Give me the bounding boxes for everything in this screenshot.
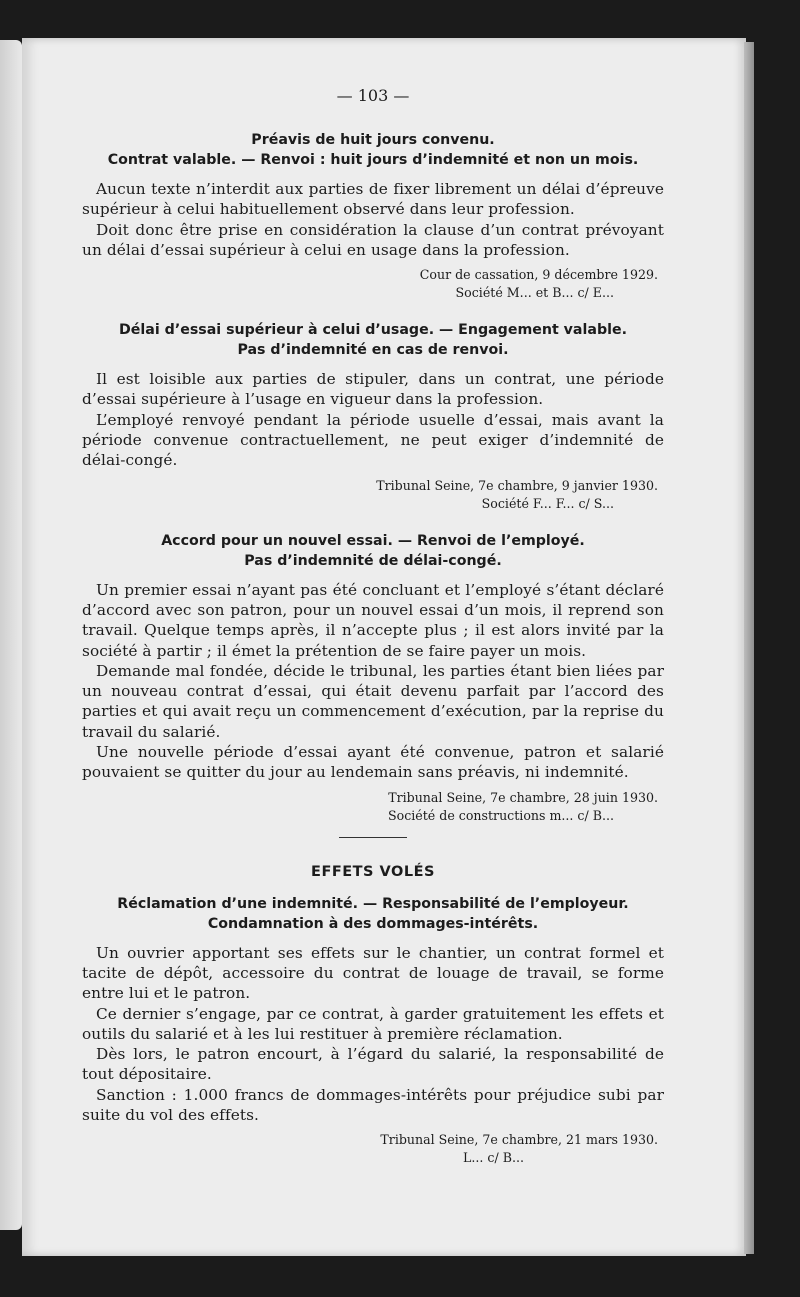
heading-line: Contrat valable. — Renvoi : huit jours d’indemnité et non un mois.	[107, 152, 639, 168]
section-heading	[82, 531, 664, 571]
citation-line: Tribunal Seine, 7e chambre, 21 mars 1930.	[380, 1132, 658, 1148]
citation-line: Société M... et B... c/ E...	[455, 285, 614, 301]
heading-line: Délai d’essai supérieur à celui d’usage. — Engagement valable.	[119, 322, 627, 339]
paragraph: Une nouvelle période d’essai ayant été convenue, patron et salarié pouvaient se quitter du jour au lendemain sans préavis, ni indemnité.	[82, 743, 664, 782]
citation-line: Société F... F... c/ S...	[481, 495, 614, 511]
page-number: — 103 —	[336, 86, 410, 105]
citation-line: L... c/ B...	[463, 1150, 524, 1166]
citation-line: Tribunal Seine, 7e chambre, 9 janvier 1930.	[376, 477, 658, 493]
section-heading	[82, 320, 664, 360]
heading-line: Pas d’indemnité de délai-congé.	[244, 552, 502, 569]
heading-line: Préavis de huit jours convenu.	[251, 132, 495, 148]
section-title: EFFETS VOLÉS	[311, 863, 435, 880]
page-thickness-edge	[744, 42, 754, 1254]
paragraph: Dès lors, le patron encourt, à l’égard du salarié, la responsabilité de tout dépositaire.	[82, 1045, 664, 1084]
paragraph: Un premier essai n’ayant pas été concluant et l’employé s’étant déclaré d’accord avec son patron, pour un nouvel essai d’un mois, il reprend son travail. Quelque temps après, il n’accepte plus ; il est alors invité par la société à partir ; il émet la prétention de se faire payer un mois.	[82, 580, 664, 660]
previous-page-edge	[0, 40, 22, 1230]
paragraph: Ce dernier s’engage, par ce contrat, à garder gratuitement les effets et outils du salarié et à les lui restituer à première réclamation.	[82, 1004, 664, 1043]
section-divider	[339, 837, 407, 838]
heading-line: Réclamation d’une indemnité. — Responsabilité de l’employeur.	[117, 895, 629, 912]
citation-line: Cour de cassation, 9 décembre 1929.	[419, 267, 658, 283]
citation-line: Société de constructions m... c/ B...	[388, 807, 614, 823]
paragraph: L’employé renvoyé pendant la période usuelle d’essai, mais avant la période convenue contractuellement, ne peut exiger d’indemnité de délai-congé.	[82, 410, 664, 470]
paragraph: Sanction : 1.000 francs de dommages-intérêts pour préjudice subi par suite du vol des effets.	[82, 1085, 664, 1125]
paragraph: Doit donc être prise en considération la clause d’un contrat prévoyant un délai d’essai supérieur à celui en usage dans la profession.	[82, 220, 664, 259]
book-page	[22, 38, 746, 1256]
heading-line: Accord pour un nouvel essai. — Renvoi de l’employé.	[161, 532, 585, 549]
section-heading	[82, 894, 664, 934]
paragraph: Il est loisible aux parties de stipuler, dans un contrat, une période d’essai supérieure à l’usage en vigueur dans la profession.	[82, 370, 664, 409]
page-content	[82, 86, 664, 1167]
paragraph: Un ouvrier apportant ses effets sur le chantier, un contrat formel et tacite de dépôt, accessoire du contrat de louage de travail, se forme entre lui et le patron.	[82, 943, 664, 1003]
citation-line: Tribunal Seine, 7e chambre, 28 juin 1930.	[388, 789, 658, 805]
paragraph: Aucun texte n’interdit aux parties de fixer librement un délai d’épreuve supérieur à celui habituellement observé dans leur profession.	[82, 180, 664, 219]
heading-line: Pas d’indemnité en cas de renvoi.	[237, 342, 509, 359]
section-heading	[82, 130, 664, 170]
paragraph: Demande mal fondée, décide le tribunal, les parties étant bien liées par un nouveau contrat d’essai, qui était devenu parfait par l’accord des parties et qui avait reçu un commencement d’exécution, par la reprise du travail du salarié.	[82, 661, 664, 741]
heading-line: Condamnation à des dommages-intérêts.	[207, 915, 539, 932]
